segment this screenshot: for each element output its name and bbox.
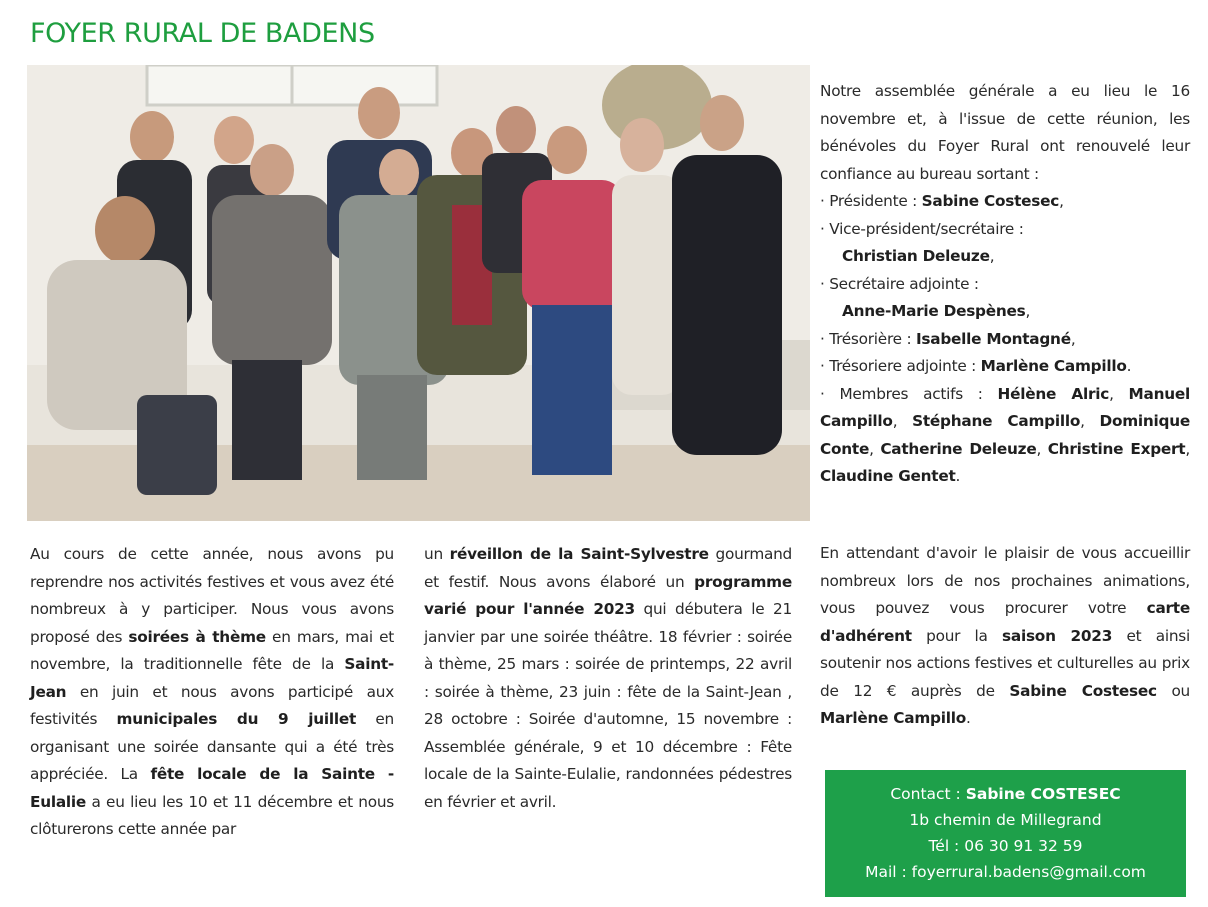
activities-column-2: un réveillon de la Saint-Sylvestre gourmand et festif. Nous avons élaboré un programme varié pour l'année 2023 qui débutera le 21 janvier par une soirée théâtre. 18 février : soirée à thème, 25 mars : soirée de printemps, 22 avril : soirée à thème, 23 juin : fête de la Saint-Jean , 28 octobre : Soirée d'automne, 15 novembre : Assemblée générale, 9 et 10 décembre : Fête locale de la Sainte-Eulalie, randonnées pédestres en février et avril. (424, 545, 792, 811)
closing-paragraph: En attendant d'avoir le plaisir de vous accueillir nombreux lors de nos prochaines animations, vous pouvez vous procurer votre carte d'adhérent pour la saison 2023 et ainsi soutenir nos actions festives et culturelles au prix de 12 € auprès de Sabine Costesec ou Marlène Campillo. (820, 544, 1190, 727)
membres-actifs: · Membres actifs : Hélène Alric, Manuel Campillo, Stéphane Campillo, Dominique Conte, Catherine Deleuze, Christine Expert, Claudine Gentet. (820, 384, 1191, 485)
contact-phone[interactable]: Tél : 06 30 91 32 59 (928, 837, 1083, 855)
officer-tresoriere-adjointe: · Trésoriere adjointe : Marlène Campillo. (820, 357, 1132, 375)
officer-presidente: · Présidente : Sabine Costesec, (820, 192, 1064, 210)
officer-vp-name: Christian Deleuze, (842, 247, 995, 265)
contact-address: 1b chemin de Millegrand (909, 811, 1102, 829)
activities-column-1: Au cours de cette année, nous avons pu reprendre nos activités festives et vous avez été nombreux à y participer. Nous vous avons proposé des soirées à thème en mars, mai et novembre, la traditionnelle fête de la Saint-Jean en juin et nous avons participé aux festivités municipales du 9 juillet en organisant une soirée dansante qui a été très appréciée. La fête locale de la Sainte -Eulalie a eu lieu les 10 et 11 décembre et nous clôturerons cette année par (30, 545, 395, 838)
officer-tresoriere: · Trésorière : Isabelle Montagné, (820, 329, 1076, 348)
bureau-section (820, 78, 1190, 491)
contact-email[interactable]: Mail : foyerrural.badens@gmail.com (865, 863, 1146, 881)
officer-sec-name: Anne-Marie Despènes, (842, 302, 1031, 320)
contact-box (825, 770, 1186, 897)
officer-sec-role: · Secrétaire adjointe : (820, 274, 979, 293)
group-photo (27, 65, 810, 521)
page-title: FOYER RURAL DE BADENS (30, 18, 375, 49)
officer-vp-role: · Vice-président/secrétaire : (820, 219, 1024, 238)
contact-name-line: Contact : Sabine COSTESEC (890, 785, 1121, 803)
bureau-intro: Notre assemblée générale a eu lieu le 16 novembre et, à l'issue de cette réunion, les bénévoles du Foyer Rural ont renouvelé leur confiance au bureau sortant : (820, 82, 1190, 183)
